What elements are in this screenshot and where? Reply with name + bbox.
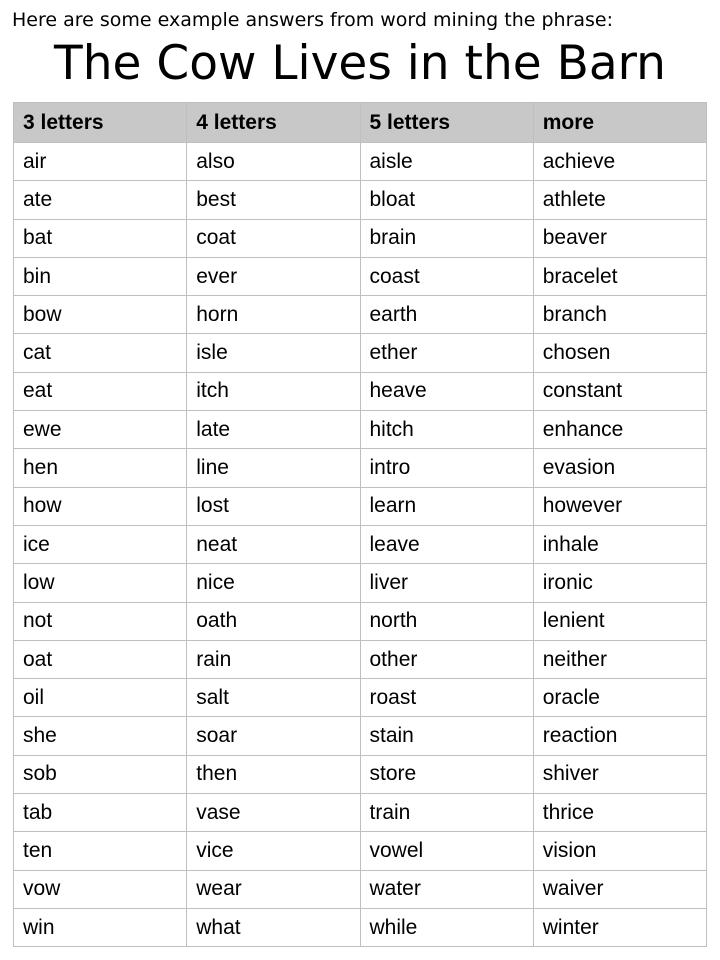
column-header-3-letters: 3 letters xyxy=(14,103,187,143)
word-cell-4-letters: ever xyxy=(187,257,360,295)
word-cell-3-letters: air xyxy=(14,143,187,181)
table-row xyxy=(14,717,707,755)
word-cell-5-letters: coast xyxy=(360,257,533,295)
word-cell-5-letters: learn xyxy=(360,487,533,525)
word-cell-more: waiver xyxy=(533,870,706,908)
word-cell-4-letters: rain xyxy=(187,640,360,678)
table-row xyxy=(14,219,707,257)
table-row xyxy=(14,449,707,487)
word-cell-5-letters: ether xyxy=(360,334,533,372)
word-cell-more: lenient xyxy=(533,602,706,640)
word-cell-more: ironic xyxy=(533,564,706,602)
word-cell-3-letters: cat xyxy=(14,334,187,372)
word-cell-3-letters: eat xyxy=(14,372,187,410)
table-row xyxy=(14,372,707,410)
word-cell-more: shiver xyxy=(533,755,706,793)
word-cell-3-letters: ten xyxy=(14,832,187,870)
word-cell-5-letters: north xyxy=(360,602,533,640)
word-cell-more: bracelet xyxy=(533,257,706,295)
table-body xyxy=(14,143,707,947)
table-row xyxy=(14,755,707,793)
word-cell-4-letters: wear xyxy=(187,870,360,908)
table-row xyxy=(14,794,707,832)
table-row xyxy=(14,564,707,602)
word-cell-5-letters: leave xyxy=(360,525,533,563)
table-row xyxy=(14,487,707,525)
word-cell-5-letters: aisle xyxy=(360,143,533,181)
word-cell-4-letters: vase xyxy=(187,794,360,832)
table-row xyxy=(14,181,707,219)
word-cell-more: athlete xyxy=(533,181,706,219)
word-cell-more: beaver xyxy=(533,219,706,257)
word-cell-3-letters: vow xyxy=(14,870,187,908)
column-header-more: more xyxy=(533,103,706,143)
word-cell-3-letters: bat xyxy=(14,219,187,257)
word-cell-5-letters: stain xyxy=(360,717,533,755)
word-cell-5-letters: brain xyxy=(360,219,533,257)
word-cell-4-letters: isle xyxy=(187,334,360,372)
table-row xyxy=(14,296,707,334)
word-cell-3-letters: bin xyxy=(14,257,187,295)
word-cell-more: constant xyxy=(533,372,706,410)
table-row xyxy=(14,257,707,295)
word-cell-5-letters: heave xyxy=(360,372,533,410)
word-cell-5-letters: train xyxy=(360,794,533,832)
word-cell-5-letters: store xyxy=(360,755,533,793)
word-cell-3-letters: tab xyxy=(14,794,187,832)
word-cell-4-letters: lost xyxy=(187,487,360,525)
page-title: The Cow Lives in the Barn xyxy=(54,36,666,91)
word-cell-4-letters: late xyxy=(187,411,360,449)
word-cell-4-letters: what xyxy=(187,908,360,946)
word-cell-5-letters: bloat xyxy=(360,181,533,219)
column-header-5-letters: 5 letters xyxy=(360,103,533,143)
word-cell-5-letters: earth xyxy=(360,296,533,334)
table-row xyxy=(14,602,707,640)
word-cell-4-letters: oath xyxy=(187,602,360,640)
word-cell-more: inhale xyxy=(533,525,706,563)
word-cell-3-letters: how xyxy=(14,487,187,525)
word-cell-more: neither xyxy=(533,640,706,678)
word-cell-more: evasion xyxy=(533,449,706,487)
word-cell-5-letters: roast xyxy=(360,679,533,717)
word-cell-5-letters: hitch xyxy=(360,411,533,449)
word-cell-3-letters: she xyxy=(14,717,187,755)
word-cell-more: branch xyxy=(533,296,706,334)
table-row xyxy=(14,411,707,449)
word-cell-4-letters: nice xyxy=(187,564,360,602)
word-cell-4-letters: then xyxy=(187,755,360,793)
word-cell-4-letters: coat xyxy=(187,219,360,257)
table-row xyxy=(14,679,707,717)
word-cell-3-letters: ice xyxy=(14,525,187,563)
word-table xyxy=(13,102,707,947)
word-cell-3-letters: oil xyxy=(14,679,187,717)
table-row xyxy=(14,640,707,678)
table-row xyxy=(14,525,707,563)
word-cell-4-letters: soar xyxy=(187,717,360,755)
word-cell-3-letters: low xyxy=(14,564,187,602)
intro-text: Here are some example answers from word mining the phrase: xyxy=(12,9,614,31)
table-row xyxy=(14,870,707,908)
word-cell-3-letters: win xyxy=(14,908,187,946)
word-cell-5-letters: liver xyxy=(360,564,533,602)
word-cell-more: reaction xyxy=(533,717,706,755)
word-cell-5-letters: while xyxy=(360,908,533,946)
word-cell-3-letters: bow xyxy=(14,296,187,334)
table-row xyxy=(14,334,707,372)
word-cell-5-letters: vowel xyxy=(360,832,533,870)
word-cell-more: oracle xyxy=(533,679,706,717)
word-cell-3-letters: not xyxy=(14,602,187,640)
word-cell-4-letters: also xyxy=(187,143,360,181)
word-cell-more: chosen xyxy=(533,334,706,372)
word-cell-4-letters: vice xyxy=(187,832,360,870)
table-row xyxy=(14,908,707,946)
word-cell-3-letters: sob xyxy=(14,755,187,793)
word-cell-3-letters: oat xyxy=(14,640,187,678)
word-cell-3-letters: ewe xyxy=(14,411,187,449)
word-cell-4-letters: neat xyxy=(187,525,360,563)
table-row xyxy=(14,832,707,870)
word-cell-4-letters: salt xyxy=(187,679,360,717)
word-cell-more: enhance xyxy=(533,411,706,449)
table-header-row xyxy=(14,103,707,143)
word-cell-5-letters: water xyxy=(360,870,533,908)
word-cell-3-letters: ate xyxy=(14,181,187,219)
word-cell-4-letters: itch xyxy=(187,372,360,410)
column-header-4-letters: 4 letters xyxy=(187,103,360,143)
word-cell-more: winter xyxy=(533,908,706,946)
word-cell-more: achieve xyxy=(533,143,706,181)
word-cell-5-letters: intro xyxy=(360,449,533,487)
table-row xyxy=(14,143,707,181)
word-cell-4-letters: best xyxy=(187,181,360,219)
word-cell-more: however xyxy=(533,487,706,525)
word-cell-more: thrice xyxy=(533,794,706,832)
word-cell-3-letters: hen xyxy=(14,449,187,487)
word-cell-5-letters: other xyxy=(360,640,533,678)
word-cell-4-letters: line xyxy=(187,449,360,487)
word-cell-more: vision xyxy=(533,832,706,870)
word-cell-4-letters: horn xyxy=(187,296,360,334)
